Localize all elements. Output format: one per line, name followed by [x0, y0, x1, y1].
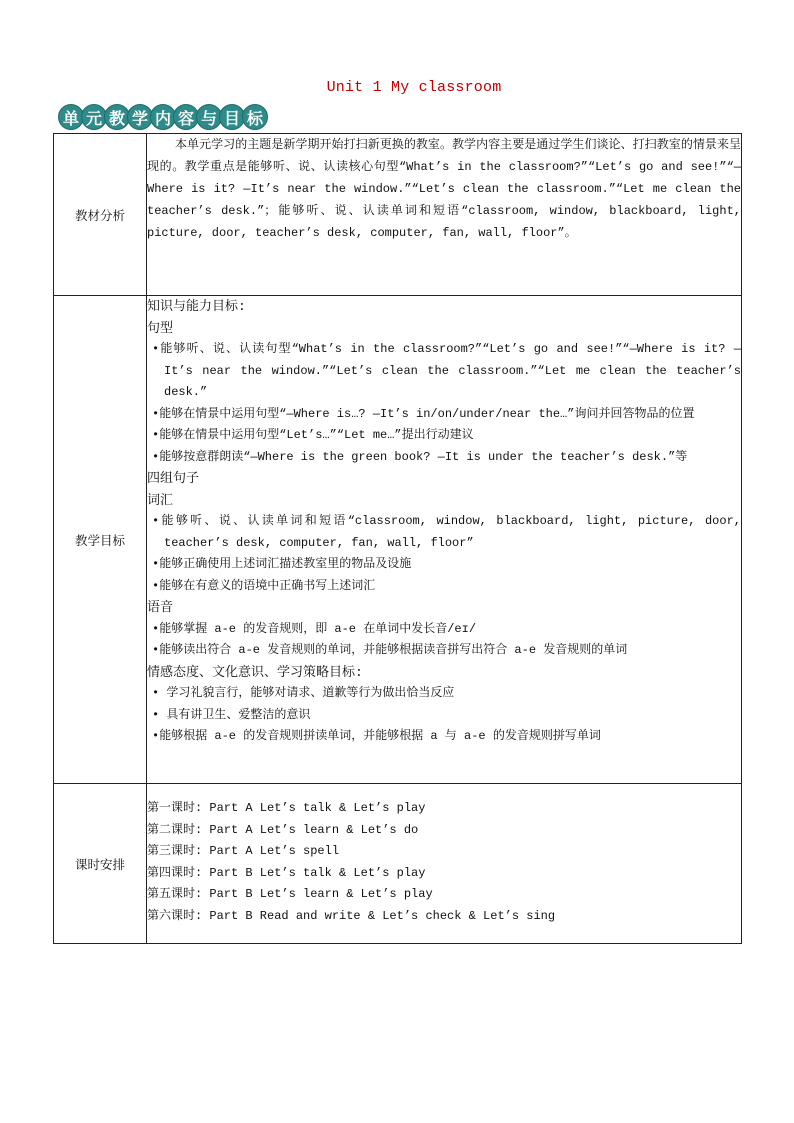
four-groups-text: 四组句子 — [147, 471, 200, 486]
lesson-item: 第二课时: Part A Let’s learn & Let’s do — [147, 822, 419, 837]
schedule-cell — [147, 784, 742, 944]
analysis-text: 本单元学习的主题是新学期开始打扫新更换的教室。教学内容主要是通过学生们谈论、打扫教室的情景来呈现的。教学重点是能够听、说、认读核心句型“What’s in the classroom?”“Let’s go and see!”“—Where is it? —It’s near the window.”“Let’s clean the classroom.”“Let me clean the teacher’s desk.”；能够听、说、认读单词和短语“classroom, window, blackboard, light, picture, door, teacher’s desk, computer, fan, wall, floor”。 — [147, 138, 741, 240]
lesson-item: 第六课时: Part B Read and write & Let’s check & Let’s sing — [147, 908, 556, 923]
vocab-heading: 词汇 — [147, 492, 174, 508]
objective-item: •能够正确使用上述词汇描述教室里的物品及设施 — [152, 557, 412, 571]
banner-char: 容 — [173, 104, 199, 130]
lesson-plan-table — [53, 133, 742, 944]
objective-item: •能够在情景中运用句型“—Where is…? —It’s in/on/under/near the…”询问并回答物品的位置 — [152, 406, 695, 421]
objective-item: •能够按意群朗读“—Where is the green book? —It is under the teacher’s desk.”等 — [152, 449, 688, 464]
analysis-cell — [147, 134, 742, 296]
row-label-analysis: 教材分析 — [54, 134, 147, 296]
objective-item: •能够读出符合 a-e 发音规则的单词，并能够根据读音拼写出符合 a-e 发音规则的单词 — [152, 643, 628, 657]
lesson-item: 第一课时: Part A Let’s talk & Let’s play — [147, 801, 426, 815]
lesson-item: 第五课时: Part B Let’s learn & Let’s play — [147, 887, 433, 901]
banner-char: 元 — [81, 104, 107, 130]
objective-item: •能够根据 a-e 的发音规则拼读单词，并能够根据 a 与 a-e 的发音规则拼写单词 — [152, 729, 601, 743]
banner-char: 内 — [150, 104, 176, 130]
sentence-heading: 句型 — [147, 320, 174, 336]
objective-item: • 具有讲卫生、爱整洁的意识 — [152, 707, 311, 722]
banner-char: 学 — [127, 104, 153, 130]
banner-char: 教 — [104, 104, 130, 130]
table-row-schedule — [54, 784, 742, 944]
table-row-objectives — [54, 296, 742, 784]
objective-item: •能够听、说、认读单词和短语“classroom, window, blackboard, light, picture, door, teacher’s desk, computer, fan, wall, floor” — [152, 514, 741, 550]
row-label-objectives: 教学目标 — [54, 296, 147, 784]
banner-char: 与 — [196, 104, 222, 130]
banner-char: 标 — [242, 104, 268, 130]
section-banner — [58, 104, 265, 130]
attitude-heading: 情感态度、文化意识、学习策略目标: — [147, 664, 363, 680]
objective-item: •能够听、说、认读句型“What’s in the classroom?”“Let’s go and see!”“—Where is it? —It’s near the window.”“Let’s clean the classroom.”“Let me clean the teacher’s desk.” — [152, 342, 741, 399]
objective-item: •能够掌握 a-e 的发音规则，即 a-e 在单词中发长音/eɪ/ — [152, 621, 477, 636]
row-label-schedule: 课时安排 — [54, 784, 147, 944]
banner-char: 目 — [219, 104, 245, 130]
phonics-heading: 语音 — [147, 600, 174, 615]
lesson-item: 第三课时: Part A Let’s spell — [147, 844, 340, 858]
lesson-item: 第四课时: Part B Let’s talk & Let’s play — [147, 865, 426, 880]
knowledge-heading: 知识与能力目标: — [147, 299, 246, 314]
objective-item: •能够在有意义的语境中正确书写上述词汇 — [152, 578, 376, 593]
objective-item: • 学习礼貌言行，能够对请求、道歉等行为做出恰当反应 — [152, 686, 455, 700]
table-row-analysis — [54, 134, 742, 296]
objectives-cell — [147, 296, 742, 784]
objective-item: •能够在情景中运用句型“Let’s…”“Let me…”提出行动建议 — [152, 428, 474, 442]
page-title: Unit 1 My classroom — [326, 79, 502, 96]
banner-char: 单 — [58, 104, 84, 130]
